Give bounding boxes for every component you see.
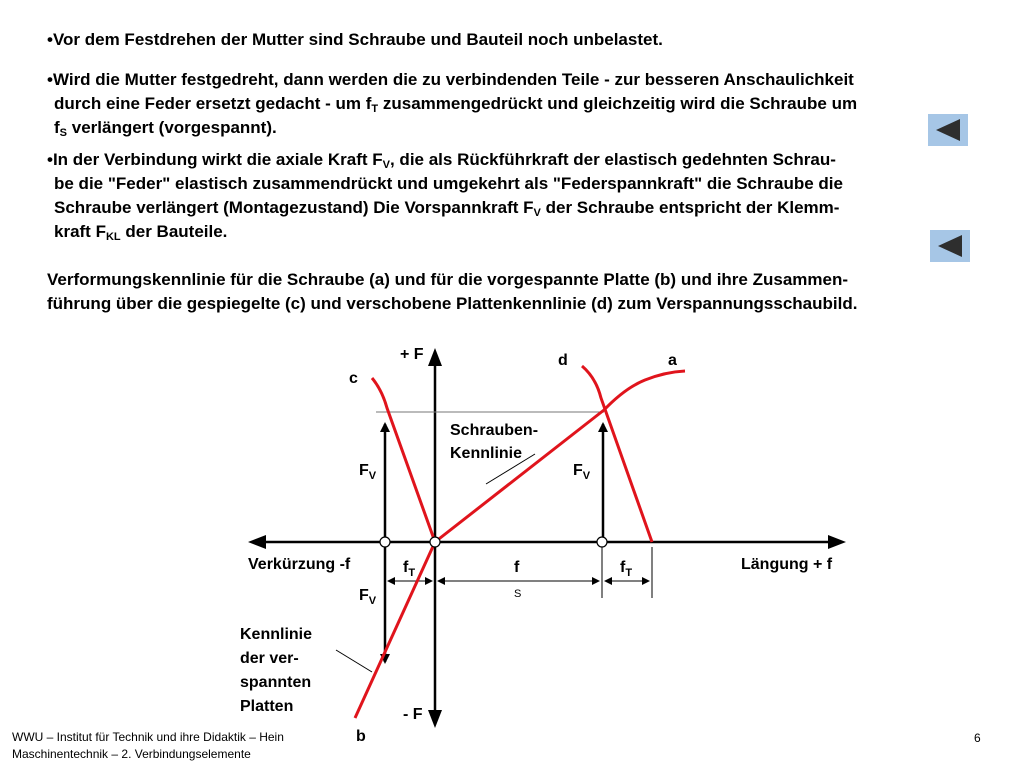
fv-label-right: $F_V$ bbox=[573, 462, 591, 482]
fv-label-bottom: $F_V$ bbox=[359, 587, 377, 607]
bullet-3-line-2: be die "Feder" elastisch zusammendrückt und umgekehrt als "Federspannkraft" die Schraube die bbox=[54, 174, 843, 193]
platten-label-2: der ver- bbox=[240, 650, 299, 667]
curve-d bbox=[582, 366, 652, 542]
fs-label: f bbox=[514, 559, 520, 576]
curve-label-a: a bbox=[668, 352, 677, 369]
footer-line-2: Maschinentechnik – 2. Verbindungselemente bbox=[12, 747, 251, 761]
platten-label-3: spannten bbox=[240, 674, 312, 691]
laengung-label: Längung + f bbox=[741, 556, 833, 573]
bullet-3-line-3: Schraube verlängert (Montagezustand) Die Vorspannkraft $F_V$ der Schraube entspricht der Klemm- bbox=[54, 198, 840, 219]
bullet-1-text: •Vor dem Festdrehen der Mutter sind Schraube und Bauteil noch unbelastet. bbox=[47, 30, 663, 49]
plus-f-label: + F bbox=[400, 346, 424, 363]
axis-arrow-up bbox=[428, 348, 442, 366]
node-right bbox=[597, 537, 607, 547]
footer bbox=[12, 729, 284, 763]
schrauben-label-2: Kennlinie bbox=[450, 445, 523, 462]
minus-f-label: - F bbox=[403, 706, 423, 723]
axis-arrow-right bbox=[828, 535, 846, 549]
ft-label-right: $f_T$ bbox=[620, 559, 633, 579]
fv-label-left: $F_V$ bbox=[359, 462, 377, 482]
bullet-2-line-2: durch eine Feder ersetzt gedacht - um $f_T$ zusammengedrückt und gleichzeitig wird die Schraube um bbox=[54, 94, 858, 115]
ft-label-left: $f_T$ bbox=[403, 559, 416, 579]
curve-a-plastic bbox=[604, 371, 685, 410]
page-number: 6 bbox=[974, 731, 981, 745]
footer-line-1: WWU – Institut für Technik und ihre Didaktik – Hein bbox=[12, 730, 284, 744]
platten-pointer bbox=[336, 650, 372, 672]
curve-label-c: c bbox=[349, 370, 358, 387]
platten-label-1: Kennlinie bbox=[240, 626, 313, 643]
axis-arrow-down bbox=[428, 710, 442, 728]
curve-b bbox=[355, 542, 435, 718]
axis-arrow-left bbox=[248, 535, 266, 549]
schrauben-label-1: Schrauben- bbox=[450, 422, 539, 439]
bullet-3-line-1: •In der Verbindung wirkt die axiale Kraft $F_V$, die als Rückführkraft der elastisch gedehnten Schrau- bbox=[47, 150, 836, 171]
curve-label-b: b bbox=[356, 728, 366, 745]
bullet-3-line-4: kraft $F_{KL}$ der Bauteile. bbox=[54, 222, 228, 243]
bullet-2-line-3: $f_S$ verlängert (vorgespannt). bbox=[54, 118, 277, 139]
curve-c bbox=[372, 378, 435, 542]
curve-label-d: d bbox=[558, 352, 568, 369]
bullet-2-line-1: •Wird die Mutter festgedreht, dann werden die zu verbindenden Teile - zur besseren Anschaulichkeit bbox=[47, 70, 854, 89]
node-origin bbox=[430, 537, 440, 547]
node-left bbox=[380, 537, 390, 547]
verkuerzung-label: Verkürzung -f bbox=[248, 556, 351, 573]
fs-label-sub: S bbox=[514, 588, 522, 600]
caption-line-1: Verformungskennlinie für die Schraube (a) und für die vorgespannte Platte (b) und ihre Zusammen- bbox=[47, 270, 849, 289]
caption-line-2: führung über die gespiegelte (c) und verschobene Plattenkennlinie (d) zum Verspannungsschaubild. bbox=[47, 294, 858, 313]
platten-label-4: Platten bbox=[240, 698, 294, 715]
